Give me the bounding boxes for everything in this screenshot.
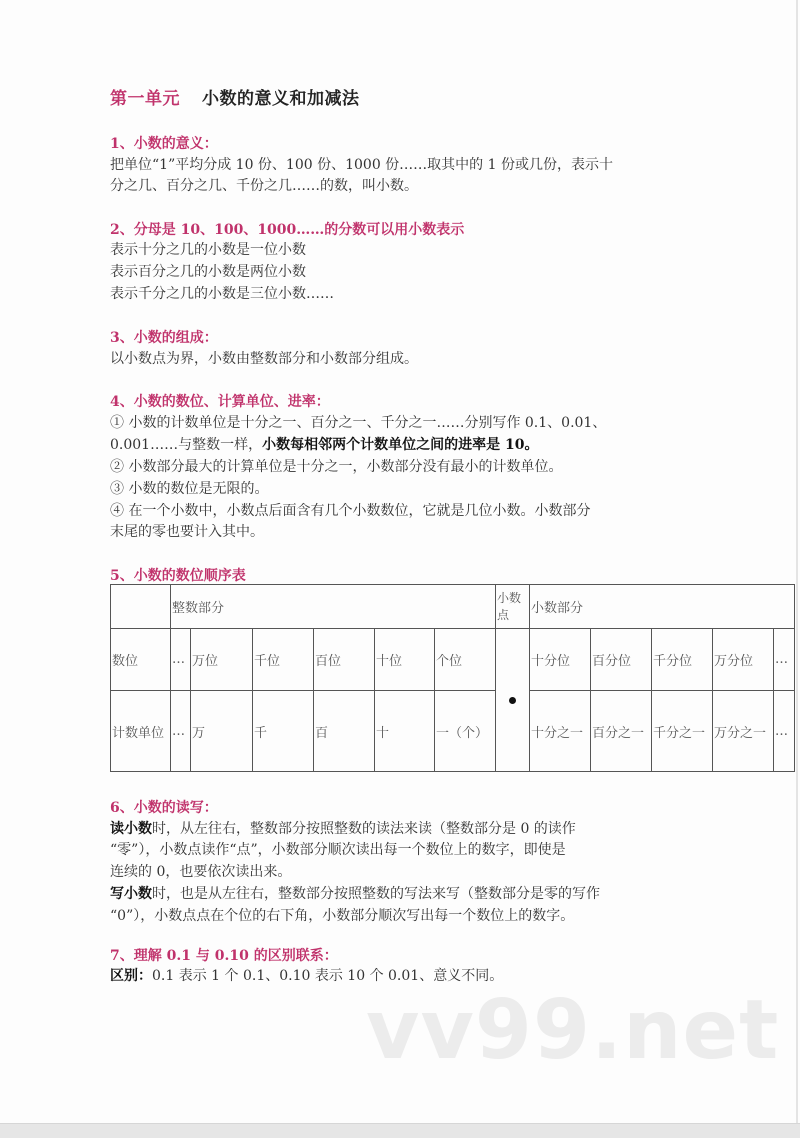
decimal-part-header: 小数部分 (530, 585, 795, 629)
read-decimal-text: 时，从左往右，整数部分按照整数的读法来读（整数部分是 0 的读作 (152, 821, 576, 837)
decimal-place-order-table (110, 584, 795, 772)
integer-part-header: 整数部分 (171, 585, 496, 629)
decimal-point-dot-icon (509, 697, 516, 704)
page-title (110, 84, 360, 109)
section-2-line: 表示十分之几的小数是一位小数 (110, 242, 306, 258)
row-label: 计数单位 (111, 691, 171, 772)
difference-label: 区别： (110, 968, 152, 984)
table-cell: 十 (375, 691, 435, 772)
section-6-heading: 6、小数的读写： (110, 800, 218, 816)
table-cell: 万分位 (713, 629, 774, 691)
section-4-line (110, 435, 538, 455)
table-cell: 个位 (435, 629, 496, 691)
table-cell: 十位 (375, 629, 435, 691)
table-cell: … (171, 691, 191, 772)
section-2-line: 表示百分之几的小数是两位小数 (110, 264, 306, 280)
section-4-line: ③ 小数的数位是无限的。 (110, 481, 269, 497)
table-header-row (111, 585, 795, 629)
section-1-line: 分之几、百分之几、千份之几……的数，叫小数。 (110, 178, 418, 194)
section-2-line: 表示千分之几的小数是三位小数…… (110, 286, 334, 302)
table-cell: 百分之一 (591, 691, 652, 772)
section-6-line: “0”），小数点点在个位的右下角，小数部分顺次写出每一个数位上的数字。 (110, 908, 575, 924)
write-decimal-text: 时，也是从左往右，整数部分按照整数的写法来写（整数部分是零的写作 (152, 886, 600, 902)
decimal-point-cell (496, 629, 530, 772)
section-5-heading: 5、小数的数位顺序表 (110, 568, 246, 584)
table-row (111, 691, 795, 772)
decimal-point-header: 小数点 (496, 585, 530, 629)
table-cell: 百 (314, 691, 375, 772)
table-cell: 百位 (314, 629, 375, 691)
difference-text: 0.1 表示 1 个 0.1、0.10 表示 10 个 0.01、意义不同。 (152, 968, 504, 984)
table-cell: 十分之一 (530, 691, 591, 772)
table-corner-cell (111, 585, 171, 629)
table-cell: 百分位 (591, 629, 652, 691)
section-2-heading: 2、分母是 10、100、1000……的分数可以用小数表示 (110, 222, 465, 238)
page-bottom-edge (0, 1123, 800, 1138)
section-4-line: ② 小数部分最大的计算单位是十分之一，小数部分没有最小的计数单位。 (110, 459, 563, 475)
table-cell: 万位 (191, 629, 253, 691)
table-row (111, 629, 795, 691)
section-4-text: 0.001……与整数一样， (110, 437, 263, 453)
section-7-heading: 7、理解 0.1 与 0.10 的区别联系： (110, 948, 338, 964)
unit-name: 小数的意义和加减法 (202, 89, 360, 109)
table-cell: … (171, 629, 191, 691)
row-label: 数位 (111, 629, 171, 691)
section-6-line: “零”），小数点读作“点”，小数部分顺次读出每一个数位上的数字，即使是 (110, 842, 566, 858)
table-cell: 万 (191, 691, 253, 772)
table-cell: 千分之一 (652, 691, 713, 772)
section-6-line (110, 884, 600, 904)
table-cell: … (774, 691, 795, 772)
table-cell: 十分位 (530, 629, 591, 691)
section-4-bold-text: 小数每相邻两个计数单位之间的进率是 10。 (262, 437, 539, 453)
section-4-line: 末尾的零也要计入其中。 (110, 524, 264, 540)
table-cell: … (774, 629, 795, 691)
table-cell: 千 (253, 691, 314, 772)
section-3-heading: 3、小数的组成： (110, 330, 218, 346)
watermark: vv99.net (366, 983, 780, 1078)
section-3-line: 以小数点为界，小数由整数部分和小数部分组成。 (110, 351, 418, 367)
table-cell: 一（个） (435, 691, 496, 772)
write-decimal-label: 写小数 (110, 886, 152, 902)
section-1-heading: 1、小数的意义： (110, 136, 218, 152)
section-1-line: 把单位“1”平均分成 10 份、100 份、1000 份……取其中的 1 份或几份，表示十 (110, 157, 613, 173)
table-cell: 千分位 (652, 629, 713, 691)
read-decimal-label: 读小数 (110, 821, 152, 837)
page-right-edge (796, 0, 798, 1125)
section-6-line: 连续的 0，也要依次读出来。 (110, 864, 292, 880)
table-cell: 千位 (253, 629, 314, 691)
section-4-line: ④ 在一个小数中，小数点后面含有几个小数数位，它就是几位小数。小数部分 (110, 503, 591, 519)
section-4-line: ① 小数的计数单位是十分之一、百分之一、千分之一……分别写作 0.1、0.01、 (110, 415, 607, 431)
section-4-heading: 4、小数的数位、计算单位、进率： (110, 394, 330, 410)
unit-label: 第一单元 (110, 89, 180, 109)
section-6-line (110, 819, 576, 839)
table-cell: 万分之一 (713, 691, 774, 772)
